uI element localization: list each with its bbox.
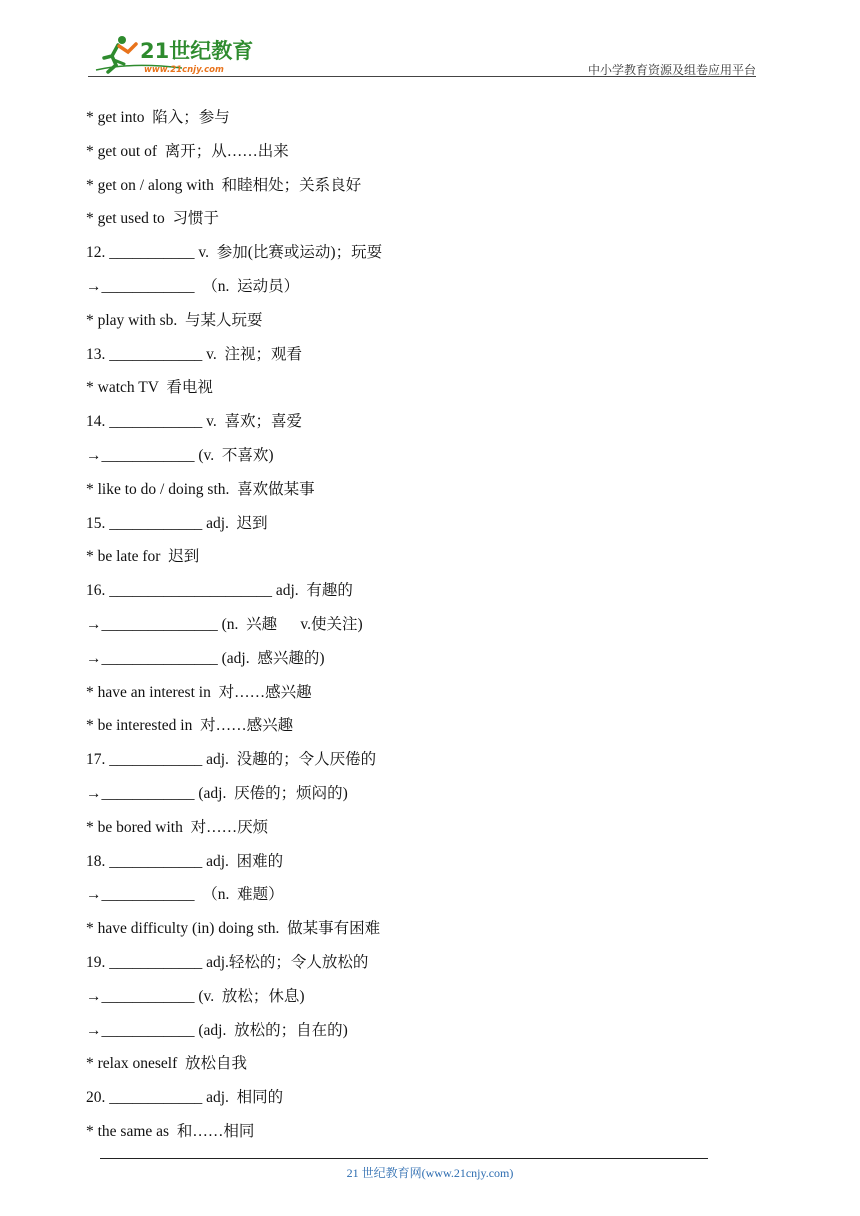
list-item: * get into 陷入；参与 (86, 109, 230, 126)
platform-title: 中小学教育资源及组卷应用平台 (587, 63, 756, 77)
list-item: * get out of 离开；从……出来 (86, 142, 289, 160)
list-item: 12. ___________ v. 参加(比赛或运动)；玩耍 (86, 244, 383, 262)
list-item: 19. ____________ adj.轻松的；令人放松的 (86, 953, 369, 971)
list-item: 15. ____________ adj. 迟到 (86, 514, 268, 532)
list-item: * get used to 习惯于 (86, 210, 220, 228)
svg-text:21世纪教育: 21世纪教育 (140, 39, 254, 63)
list-item: * get on / along with 和睦相处；关系良好 (86, 176, 362, 194)
list-item: 13. ____________ v. 注视；观看 (86, 345, 302, 363)
list-item: * like to do / doing sth. 喜欢做某事 (86, 480, 315, 498)
list-item: →_______________ (adj. 感兴趣的) (86, 649, 325, 667)
list-item: →____________ （n. 难题） (86, 886, 284, 904)
svg-text:www.21cnjy.com: www.21cnjy.com (144, 65, 224, 75)
list-item: * have an interest in 对……感兴趣 (86, 683, 312, 701)
list-item: * be interested in 对……感兴趣 (86, 717, 294, 735)
list-item: * be bored with 对……厌烦 (86, 818, 269, 836)
list-item: * have difficulty (in) doing sth. 做某事有困难 (86, 920, 381, 938)
list-item: 14. ____________ v. 喜欢；喜爱 (86, 413, 302, 431)
list-item: 18. ____________ adj. 困难的 (86, 852, 284, 870)
list-item: 16. _____________________ adj. 有趣的 (86, 582, 353, 600)
footer-text: 21 世纪教育网(www.21cnjy.com) (346, 1166, 514, 1180)
list-item: →____________ （n. 运动员） (86, 277, 300, 295)
list-item: * be late for 迟到 (86, 548, 200, 566)
list-item: * the same as 和……相同 (86, 1122, 255, 1140)
page-header (0, 0, 860, 80)
header-divider (88, 76, 756, 77)
21cnjy-logo (92, 32, 262, 76)
list-item: * play with sb. 与某人玩耍 (86, 311, 263, 329)
list-item: →____________ (adj. 厌倦的；烦闷的) (86, 784, 348, 802)
list-item: →_______________ (n. 兴趣 v.使关注) (86, 615, 363, 633)
list-item: * watch TV 看电视 (86, 379, 213, 397)
list-item: →____________ (adj. 放松的；自在的) (86, 1021, 348, 1039)
footer-divider (100, 1158, 708, 1159)
list-item: * relax oneself 放松自我 (86, 1055, 247, 1073)
list-item: →____________ (v. 放松；休息) (86, 987, 305, 1005)
vocabulary-list (86, 101, 766, 1149)
list-item: 20. ____________ adj. 相同的 (86, 1089, 284, 1107)
list-item: 17. ____________ adj. 没趣的；令人厌倦的 (86, 751, 377, 769)
list-item: →____________ (v. 不喜欢) (86, 446, 274, 464)
